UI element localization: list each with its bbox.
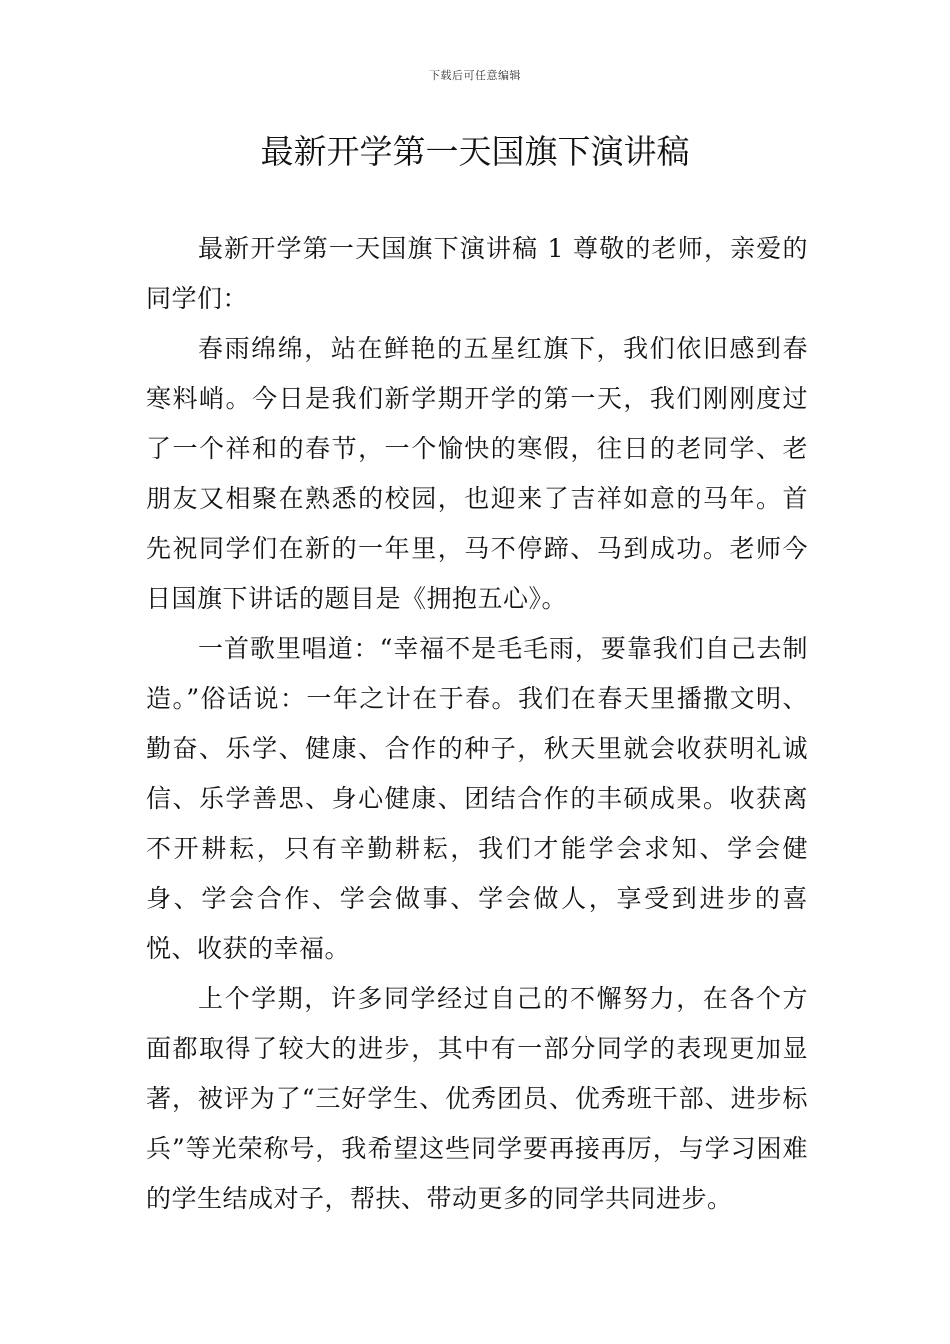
header-note: 下载后可任意编辑 xyxy=(429,69,521,82)
document-body xyxy=(146,224,808,1224)
paragraph-1: 最新开学第一天国旗下演讲稿 1 尊敬的老师，亲爱的同学们： xyxy=(146,234,808,313)
paragraph-4: 上个学期，许多同学经过自己的不懈努力，在各个方面都取得了较大的进步，其中有一部分同学的表现更加显著，被评为了“三好学生、优秀团员、优秀班干部、进步标兵”等光荣称号，我希望这些同学要再接再厉，与学习困难的学生结成对子，帮扶、带动更多的同学共同进步。 xyxy=(146,984,808,1213)
document-title: 最新开学第一天国旗下演讲稿 xyxy=(260,132,690,171)
paragraph-2: 春雨绵绵，站在鲜艳的五星红旗下，我们依旧感到春寒料峭。今日是我们新学期开学的第一天，我们刚刚度过了一个祥和的春节，一个愉快的寒假，往日的老同学、老朋友又相聚在熟悉的校园，也迎来了吉祥如意的马年。首先祝同学们在新的一年里，马不停蹄、马到成功。老师今日国旗下讲话的题目是《拥抱五心》。 xyxy=(146,334,808,613)
paragraph-3: 一首歌里唱道：“幸福不是毛毛雨，要靠我们自己去制造。”俗话说：一年之计在于春。我们在春天里播撒文明、勤奋、乐学、健康、合作的种子，秋天里就会收获明礼诚信、乐学善思、身心健康、团结合作的丰硕成果。收获离不开耕耘，只有辛勤耕耘，我们才能学会求知、学会健身、学会合作、学会做事、学会做人，享受到进步的喜悦、收获的幸福。 xyxy=(146,634,808,963)
